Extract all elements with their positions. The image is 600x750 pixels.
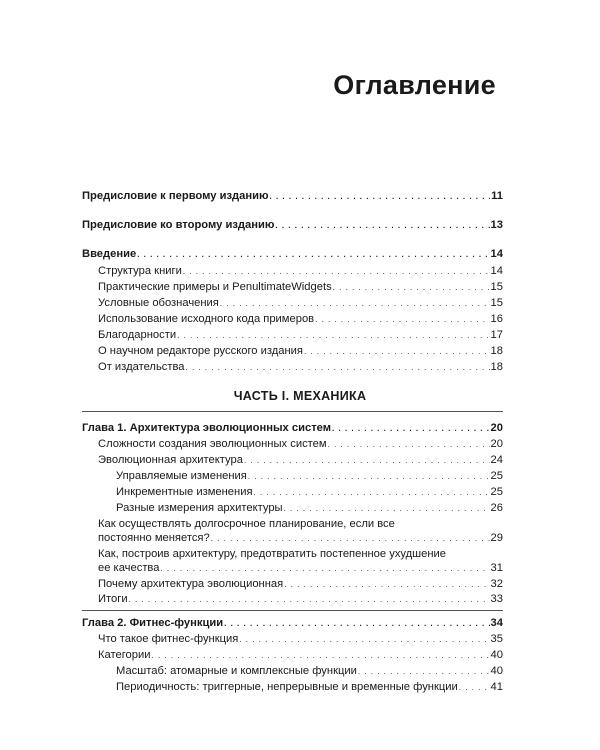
dot-leader (137, 248, 489, 261)
dot-leader (244, 454, 490, 467)
toc-entry-page: 16 (490, 313, 503, 325)
toc-entry-title: Инкрементные изменения (116, 486, 253, 498)
toc-entry-page: 18 (490, 361, 503, 373)
dot-leader (211, 532, 490, 545)
dot-leader (328, 438, 490, 451)
dot-leader (239, 633, 489, 646)
toc-entry[interactable] (98, 265, 503, 278)
toc-entry-page: 15 (490, 297, 503, 309)
toc-subentry[interactable] (116, 681, 503, 694)
toc-subentry[interactable] (116, 502, 503, 515)
toc-entry-title: Использование исходного кода примеров (98, 313, 315, 325)
toc-subentry[interactable] (116, 665, 503, 678)
part-heading: ЧАСТЬ I. МЕХАНИКА (233, 389, 367, 403)
toc-entry-page: 24 (490, 454, 503, 466)
dot-leader (224, 617, 489, 630)
toc-entry-page: 41 (490, 681, 503, 693)
dot-leader (315, 313, 489, 326)
toc-entry-page: 34 (490, 617, 503, 629)
toc-entry-page: 14 (490, 248, 503, 260)
dot-leader (177, 329, 489, 342)
dot-leader (186, 361, 490, 374)
toc-entry-page: 31 (490, 562, 503, 574)
toc-entry-title: Введение (82, 248, 137, 260)
toc-entry[interactable] (98, 361, 503, 374)
toc-entry-title: Практические примеры и PenultimateWidgets (98, 281, 332, 293)
toc-entry-title: ее качества (98, 562, 160, 574)
dot-leader (254, 486, 490, 499)
toc-entry[interactable] (98, 297, 503, 310)
toc-entry-title: Разные измерения архитектуры (116, 502, 283, 514)
toc-entry-title: Эволюционная архитектура (98, 454, 243, 466)
toc-entry-title: Масштаб: атомарные и комплексные функции (116, 665, 357, 677)
toc-entry-title: Периодичность: триггерные, непрерывные и временные функции (116, 681, 458, 693)
toc-entry[interactable] (98, 562, 503, 575)
toc-entry-page: 40 (490, 649, 503, 661)
toc-entry[interactable] (98, 633, 503, 646)
dot-leader (152, 649, 490, 662)
dot-leader (459, 681, 490, 694)
toc-entry-preface-first[interactable] (82, 190, 503, 203)
toc-entry-title: Глава 1. Архитектура эволюционных систем (82, 422, 332, 434)
toc-entry-title: Что такое фитнес-функция (98, 633, 239, 645)
toc-entry-page: 32 (490, 578, 503, 590)
toc-chapter-1[interactable] (82, 422, 503, 435)
toc-entry-page: 20 (490, 438, 503, 450)
divider (82, 610, 503, 611)
dot-leader (358, 665, 490, 678)
dot-leader (275, 219, 489, 232)
toc-entry[interactable] (98, 649, 503, 662)
dot-leader (284, 578, 489, 591)
toc-entry-title: Глава 2. Фитнес-функции (82, 617, 224, 629)
toc-entry-preface-second[interactable] (82, 219, 503, 232)
dot-leader (183, 265, 490, 278)
toc-entry-page: 15 (490, 281, 503, 293)
dot-leader (248, 470, 490, 483)
toc-entry-page: 17 (490, 329, 503, 341)
toc-entry[interactable] (98, 313, 503, 326)
toc-entry-title: Итоги (98, 593, 128, 605)
toc-entry[interactable] (98, 532, 503, 545)
toc-entry-page: 33 (490, 593, 503, 605)
toc-entry-page: 14 (490, 265, 503, 277)
toc-entry-page: 11 (491, 190, 503, 202)
toc-entry[interactable] (98, 345, 503, 358)
toc-entry-title: Категории (98, 649, 151, 661)
divider (82, 411, 503, 412)
toc-chapter-2[interactable] (82, 617, 503, 630)
dot-leader (304, 345, 490, 358)
toc-entry-line1[interactable]: Как, построив архитектуру, предотвратить постепенное ухудшение (98, 548, 447, 560)
toc-entry-page: 13 (490, 219, 503, 231)
dot-leader (284, 502, 490, 515)
toc-entry-title: Предисловие ко второму изданию (82, 219, 275, 231)
toc-entry-page: 29 (490, 532, 503, 544)
dot-leader (270, 190, 491, 203)
toc-entry[interactable] (98, 593, 503, 606)
dot-leader (332, 422, 490, 435)
toc-subentry[interactable] (116, 470, 503, 483)
toc-entry-line1[interactable]: Как осуществлять долгосрочное планирование, если все (98, 518, 395, 530)
dot-leader (220, 297, 490, 310)
toc-entry-introduction[interactable] (82, 248, 503, 261)
toc-entry-page: 26 (490, 502, 503, 514)
toc-entry[interactable] (98, 281, 503, 294)
toc-entry-page: 20 (490, 422, 503, 434)
toc-entry-page: 35 (490, 633, 503, 645)
toc-entry-title: постоянно меняется? (98, 532, 210, 544)
toc-entry[interactable] (98, 438, 503, 451)
dot-leader (333, 281, 490, 294)
toc-entry[interactable] (98, 329, 503, 342)
toc-entry-title: Условные обозначения (98, 297, 219, 309)
toc-entry-title: Структура книги (98, 265, 182, 277)
toc-entry-page: 40 (490, 665, 503, 677)
toc-entry-title: Сложности создания эволюционных систем (98, 438, 327, 450)
dot-leader (160, 562, 489, 575)
page-title: Оглавление (333, 70, 496, 100)
toc-entry-title: Благодарности (98, 329, 177, 341)
toc-entry[interactable] (98, 578, 503, 591)
toc-entry[interactable] (98, 454, 503, 467)
toc-subentry[interactable] (116, 486, 503, 499)
toc-entry-title: Предисловие к первому изданию (82, 190, 269, 202)
toc-entry-title: О научном редакторе русского издания (98, 345, 303, 357)
toc-entry-page: 25 (490, 470, 503, 482)
toc-entry-page: 18 (490, 345, 503, 357)
toc-entry-title: Почему архитектура эволюционная (98, 578, 284, 590)
toc-entry-page: 25 (490, 486, 503, 498)
toc-entry-title: От издательства (98, 361, 185, 373)
dot-leader (129, 593, 490, 606)
toc-entry-title: Управляемые изменения (116, 470, 247, 482)
